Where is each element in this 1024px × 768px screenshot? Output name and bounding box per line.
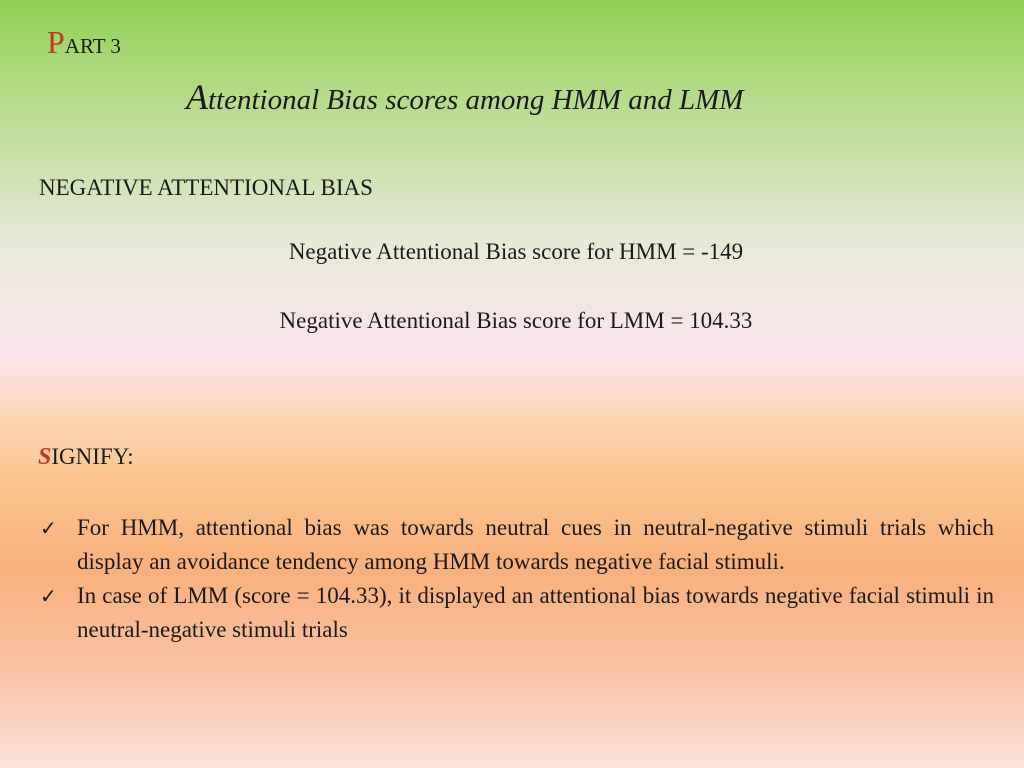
list-item [40,511,994,579]
part-heading-initial: P [47,24,65,60]
findings-list [40,511,994,647]
section-title: NEGATIVE ATTENTIONAL BIAS [39,175,373,200]
subtitle-text: ttentional Bias scores among HMM and LMM [208,84,744,116]
part-heading [47,24,121,61]
lmm-score-line: Negative Attentional Bias score for LMM = 104.33 [279,308,753,333]
list-item-text: For HMM, attentional bias was towards neutral cues in neutral-negative stimuli trials which display an avoidance tendency among HMM towards negative facial stimuli. [77,515,994,574]
hmm-score-line: Negative Attentional Bias score for HMM = -149 [288,239,744,264]
signify-initial: S [38,444,52,470]
checkmark-icon: ✓ [40,584,57,608]
checkmark-icon: ✓ [40,516,57,540]
list-item [40,579,994,647]
slide-subtitle [186,76,743,118]
subtitle-initial: A [186,77,208,117]
list-item-text: In case of LMM (score = 104.33), it displayed an attentional bias towards negative facial stimuli in neutral-negative stimuli trials [77,583,994,642]
signify-text: IGNIFY: [51,444,134,469]
part-heading-text: ART 3 [64,34,121,58]
signify-heading [38,444,134,471]
